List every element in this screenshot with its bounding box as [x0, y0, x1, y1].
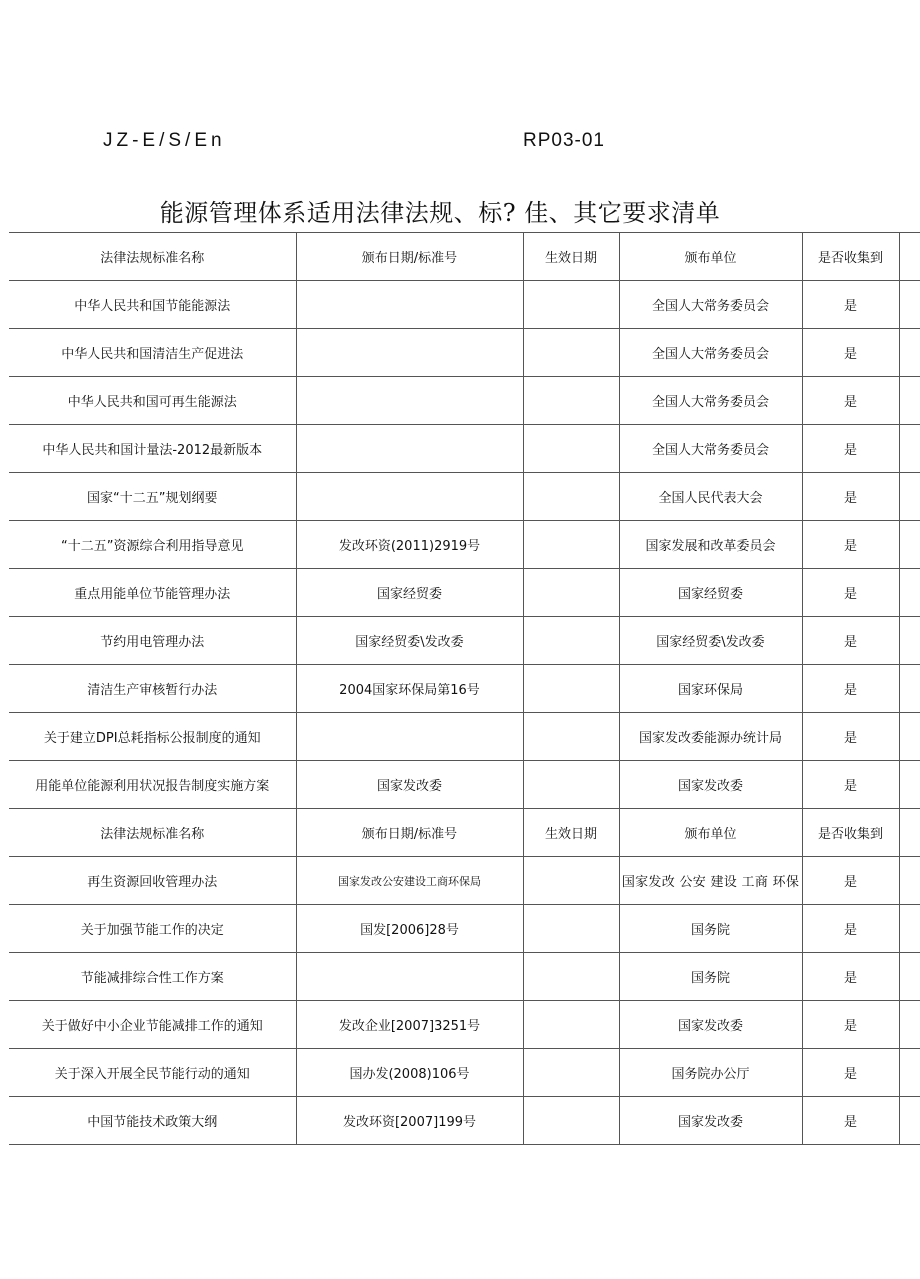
effective-date-cell	[523, 713, 619, 761]
document-record-number: RP03-01	[523, 130, 605, 151]
effective-date-cell	[523, 857, 619, 905]
empty-cell	[899, 857, 920, 905]
collected-status-cell: 是	[802, 617, 899, 665]
column-header: 颁布单位	[619, 809, 802, 857]
table-row	[9, 761, 920, 809]
regulation-name-cell: 清洁生产审核暂行办法	[9, 665, 296, 713]
issue-date-standard-cell	[296, 425, 523, 473]
issue-date-standard-cell	[296, 713, 523, 761]
column-header: 是否收集到	[802, 233, 899, 281]
effective-date-cell	[523, 1097, 619, 1145]
regulation-name-cell: 节约用电管理办法	[9, 617, 296, 665]
issuer-cell: 国务院	[619, 905, 802, 953]
issue-date-standard-cell: 国办发(2008)106号	[296, 1049, 523, 1097]
issue-date-standard-cell: 发改环资[2007]199号	[296, 1097, 523, 1145]
issue-date-standard-cell	[296, 953, 523, 1001]
empty-cell	[899, 809, 920, 857]
table-row	[9, 329, 920, 377]
empty-cell	[899, 1001, 920, 1049]
regulation-name-cell: 再生资源回收管理办法	[9, 857, 296, 905]
empty-cell	[899, 521, 920, 569]
regulations-table-body	[9, 233, 920, 1145]
issue-date-standard-cell: 国家经贸委	[296, 569, 523, 617]
issuer-cell: 国务院	[619, 953, 802, 1001]
collected-status-cell: 是	[802, 473, 899, 521]
collected-status-cell: 是	[802, 665, 899, 713]
effective-date-cell	[523, 905, 619, 953]
empty-cell	[899, 617, 920, 665]
column-header: 颁布日期/标准号	[296, 809, 523, 857]
issue-date-standard-cell: 国家经贸委\发改委	[296, 617, 523, 665]
issue-date-standard-cell	[296, 281, 523, 329]
empty-cell	[899, 329, 920, 377]
table-row	[9, 953, 920, 1001]
collected-status-cell: 是	[802, 857, 899, 905]
table-row	[9, 281, 920, 329]
table-row	[9, 569, 920, 617]
issue-date-standard-cell: 2004国家环保局第16号	[296, 665, 523, 713]
regulation-name-cell: 关于建立DPI总耗指标公报制度的通知	[9, 713, 296, 761]
empty-cell	[899, 953, 920, 1001]
empty-cell	[899, 713, 920, 761]
empty-cell	[899, 1097, 920, 1145]
regulation-name-cell: 节能减排综合性工作方案	[9, 953, 296, 1001]
collected-status-cell: 是	[802, 281, 899, 329]
issuer-cell: 全国人大常务委员会	[619, 377, 802, 425]
collected-status-cell: 是	[802, 1001, 899, 1049]
table-row	[9, 665, 920, 713]
issue-date-standard-cell: 国家发改委	[296, 761, 523, 809]
page-title: 能源管理体系适用法律法规、标? 佳、其它要求清单	[159, 199, 721, 227]
collected-status-cell: 是	[802, 761, 899, 809]
regulation-name-cell: 关于做好中小企业节能减排工作的通知	[9, 1001, 296, 1049]
issuer-cell: 全国人大常务委员会	[619, 281, 802, 329]
empty-cell	[899, 761, 920, 809]
effective-date-cell	[523, 425, 619, 473]
collected-status-cell: 是	[802, 377, 899, 425]
effective-date-cell	[523, 1049, 619, 1097]
column-header: 生效日期	[523, 233, 619, 281]
issuer-cell: 国家发改委	[619, 1097, 802, 1145]
table-row	[9, 1097, 920, 1145]
collected-status-cell: 是	[802, 1049, 899, 1097]
regulation-name-cell: 关于加强节能工作的决定	[9, 905, 296, 953]
empty-cell	[899, 473, 920, 521]
table-row	[9, 713, 920, 761]
table-row	[9, 425, 920, 473]
issuer-cell: 国家发改 公安 建设 工商 环保	[619, 857, 802, 905]
regulation-name-cell: 关于深入开展全民节能行动的通知	[9, 1049, 296, 1097]
empty-cell	[899, 665, 920, 713]
issuer-cell: 国务院办公厅	[619, 1049, 802, 1097]
table-row	[9, 521, 920, 569]
issuer-cell: 国家发改委	[619, 761, 802, 809]
issue-date-standard-cell: 发改环资(2011)2919号	[296, 521, 523, 569]
effective-date-cell	[523, 569, 619, 617]
collected-status-cell: 是	[802, 953, 899, 1001]
issue-date-standard-cell	[296, 377, 523, 425]
issue-date-standard-cell: 国家发改公安建设工商环保局	[296, 857, 523, 905]
effective-date-cell	[523, 1001, 619, 1049]
regulation-name-cell: 用能单位能源利用状况报告制度实施方案	[9, 761, 296, 809]
issuer-cell: 国家发改委能源办统计局	[619, 713, 802, 761]
effective-date-cell	[523, 617, 619, 665]
collected-status-cell: 是	[802, 713, 899, 761]
column-header: 生效日期	[523, 809, 619, 857]
empty-cell	[899, 569, 920, 617]
regulation-name-cell: 中国节能技术政策大纲	[9, 1097, 296, 1145]
empty-cell	[899, 425, 920, 473]
issuer-cell: 全国人大常务委员会	[619, 329, 802, 377]
issuer-cell: 全国人大常务委员会	[619, 425, 802, 473]
empty-cell	[899, 1049, 920, 1097]
table-row	[9, 377, 920, 425]
regulations-table	[9, 232, 920, 1145]
empty-cell	[899, 281, 920, 329]
empty-cell	[899, 377, 920, 425]
effective-date-cell	[523, 281, 619, 329]
document-code: JZ-E/S/En	[103, 130, 226, 151]
table-row	[9, 1049, 920, 1097]
issue-date-standard-cell	[296, 329, 523, 377]
regulation-name-cell: 中华人民共和国可再生能源法	[9, 377, 296, 425]
collected-status-cell: 是	[802, 1097, 899, 1145]
collected-status-cell: 是	[802, 521, 899, 569]
issuer-cell: 国家经贸委\发改委	[619, 617, 802, 665]
collected-status-cell: 是	[802, 569, 899, 617]
table-header-row	[9, 233, 920, 281]
collected-status-cell: 是	[802, 425, 899, 473]
effective-date-cell	[523, 761, 619, 809]
column-header: 是否收集到	[802, 809, 899, 857]
column-header: 法律法规标准名称	[9, 233, 296, 281]
collected-status-cell: 是	[802, 329, 899, 377]
issuer-cell: 国家环保局	[619, 665, 802, 713]
issue-date-standard-cell: 发改企业[2007]3251号	[296, 1001, 523, 1049]
issuer-cell: 国家经贸委	[619, 569, 802, 617]
empty-cell	[899, 233, 920, 281]
table-row	[9, 857, 920, 905]
table-row	[9, 473, 920, 521]
issue-date-standard-cell	[296, 473, 523, 521]
issue-date-standard-cell: 国发[2006]28号	[296, 905, 523, 953]
table-row	[9, 617, 920, 665]
regulation-name-cell: “十二五”资源综合利用指导意见	[9, 521, 296, 569]
effective-date-cell	[523, 377, 619, 425]
table-header-row	[9, 809, 920, 857]
effective-date-cell	[523, 953, 619, 1001]
regulation-name-cell: 中华人民共和国清洁生产促进法	[9, 329, 296, 377]
column-header: 法律法规标准名称	[9, 809, 296, 857]
empty-cell	[899, 905, 920, 953]
column-header: 颁布单位	[619, 233, 802, 281]
effective-date-cell	[523, 473, 619, 521]
column-header: 颁布日期/标准号	[296, 233, 523, 281]
regulation-name-cell: 重点用能单位节能管理办法	[9, 569, 296, 617]
regulation-name-cell: 中华人民共和国节能能源法	[9, 281, 296, 329]
table-row	[9, 905, 920, 953]
effective-date-cell	[523, 521, 619, 569]
issuer-cell: 全国人民代表大会	[619, 473, 802, 521]
collected-status-cell: 是	[802, 905, 899, 953]
table-row	[9, 1001, 920, 1049]
regulation-name-cell: 国家“十二五”规划纲要	[9, 473, 296, 521]
effective-date-cell	[523, 665, 619, 713]
issuer-cell: 国家发改委	[619, 1001, 802, 1049]
issuer-cell: 国家发展和改革委员会	[619, 521, 802, 569]
regulation-name-cell: 中华人民共和国计量法-2012最新版本	[9, 425, 296, 473]
effective-date-cell	[523, 329, 619, 377]
